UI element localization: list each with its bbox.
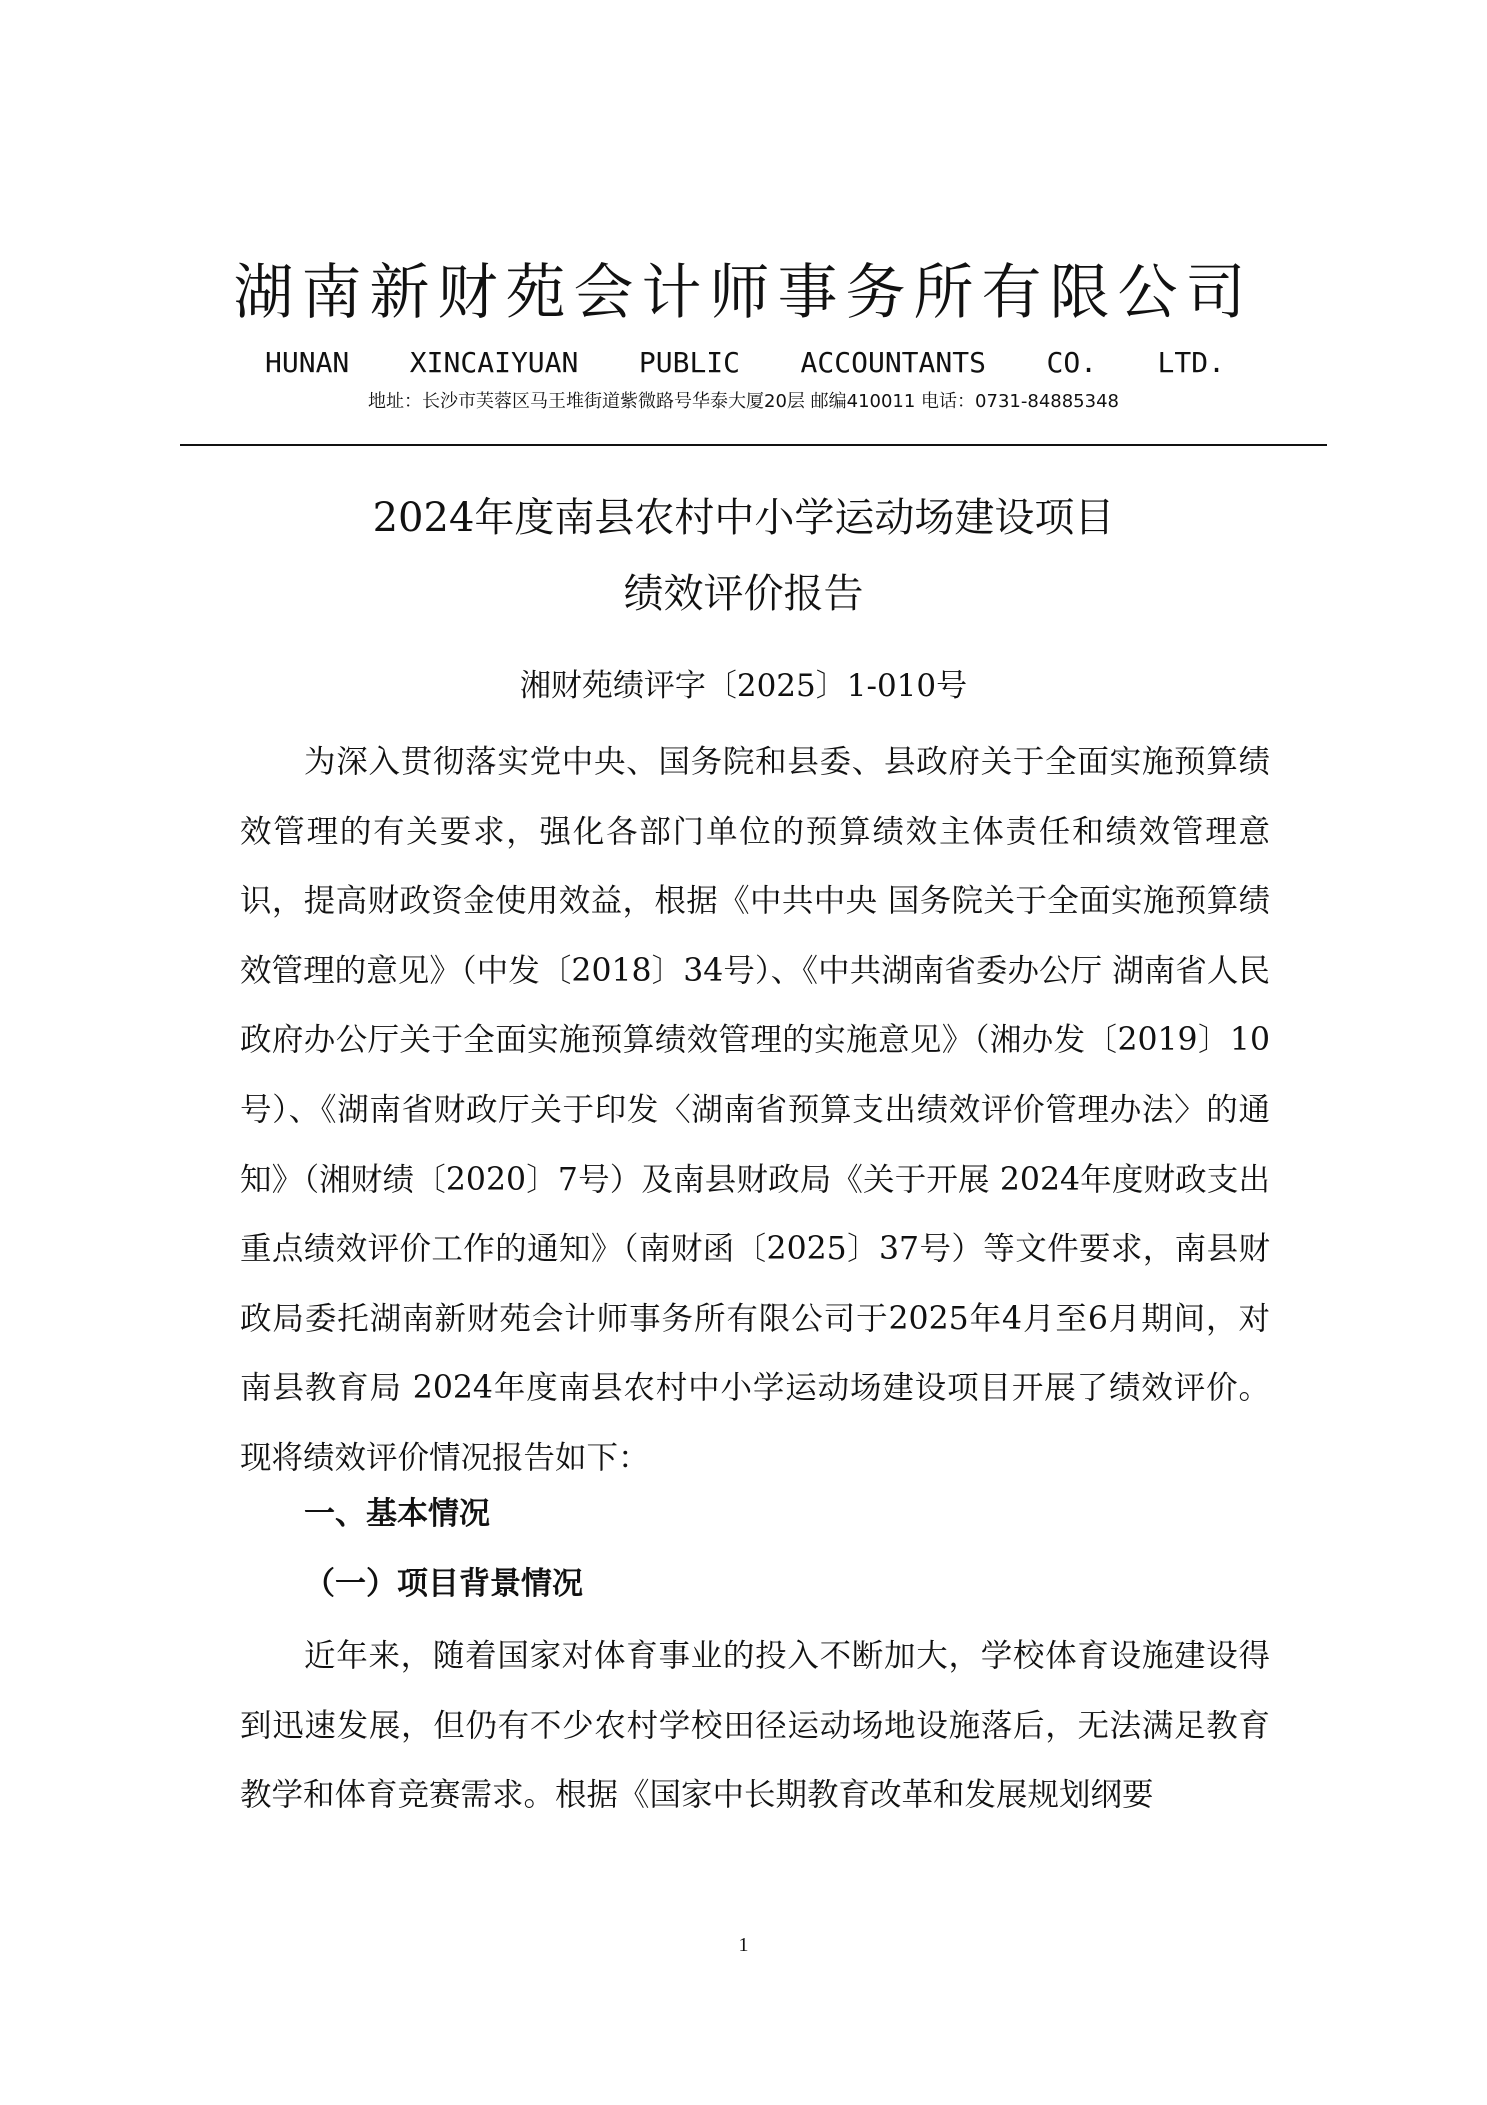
document-number: 湘财苑绩评字〔2025〕1-010号 <box>519 668 968 704</box>
intro-paragraph: 为深入贯彻落实党中央、国务院和县委、县政府关于全面实施预算绩效管理的有关要求，强化各部门单位的预算绩效主体责任和绩效管理意识，提高财政资金使用效益，根据《中共中央 国务院关于全面实施预算绩效管理的意见》（中发〔2018〕34号）、《中共湖南省委办公厅 湖南省人民政府办公厅关于全面实施预算绩效管理的实施意见》（湘办发〔2019〕10号）、《湖南省财政厅关于印发〈湖南省预算支出绩效评价管理办法〉的通知》（湘财绩〔2020〕7号）及南县财政局《关于开展 2024年度财政支出重点绩效评价工作的通知》（南财函〔2025〕37号）等文件要求，南县财政局委托湖南新财苑会计师事务所有限公司于2025年4月至6月期间，对南县教育局 2024年度南县农村中小学运动场建设项目开展了绩效评价。现将绩效评价情况报告如下： <box>240 744 1270 1476</box>
report-title-line1: 2024年度南县农村中小学运动场建设项目 <box>372 495 1115 541</box>
letterhead-divider <box>180 444 1327 446</box>
section-heading: 一、基本情况 <box>304 1496 490 1532</box>
company-en-word: CO. <box>1046 346 1098 379</box>
subsection-heading: （一）项目背景情况 <box>304 1566 583 1602</box>
background-paragraph: 近年来，随着国家对体育事业的投入不断加大，学校体育设施建设得到迅速发展，但仍有不少农村学校田径运动场地设施落后，无法满足教育教学和体育竞赛需求。根据《国家中长期教育改革和发展规划纲要 <box>240 1638 1270 1814</box>
report-title-line2: 绩效评价报告 <box>623 571 864 617</box>
company-name-chinese: 湖南新财苑会计师事务所有限公司 <box>233 258 1254 328</box>
company-en-word: LTD. <box>1157 346 1225 379</box>
company-address: 地址：长沙市芙蓉区马王堆街道紫微路号华泰大厦20层 邮编410011 电话：0731-84885348 <box>368 391 1119 412</box>
company-name-english <box>265 346 1225 380</box>
company-en-word: XINCAIYUAN <box>409 346 579 379</box>
company-en-word: ACCOUNTANTS <box>800 346 986 379</box>
company-en-word: PUBLIC <box>638 346 741 379</box>
company-en-word: HUNAN <box>265 346 350 379</box>
page-number: 1 <box>738 1934 749 1956</box>
